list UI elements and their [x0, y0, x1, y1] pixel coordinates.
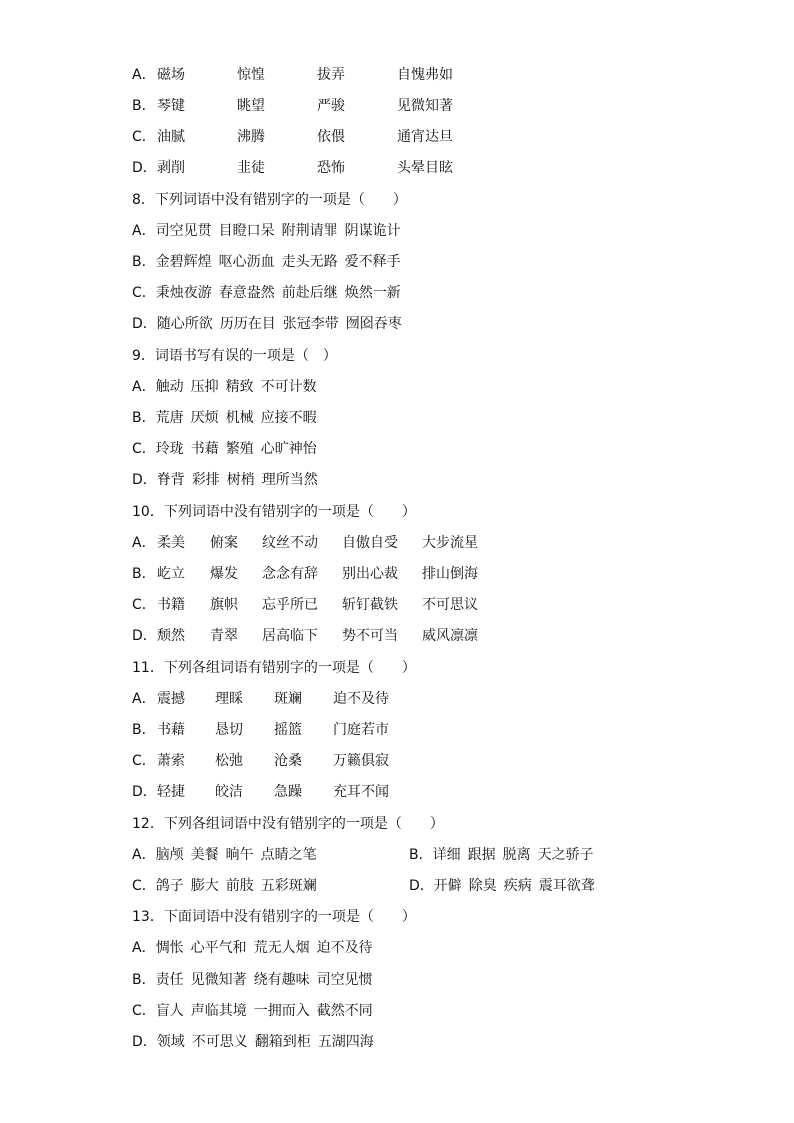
word: 不可计数 [260, 379, 317, 395]
word: 囫囵吞枣 [345, 316, 402, 332]
word: 心平气和 [190, 940, 247, 956]
q9-question: 9．词语书写有误的一项是（ ） [132, 348, 337, 364]
word: 惆怅 [155, 940, 184, 956]
word: 松弛 [215, 753, 243, 769]
q12-option-c [132, 876, 317, 896]
option-label: A． [132, 223, 156, 239]
word: 拔弄 [317, 67, 345, 83]
word: 青翠 [210, 628, 238, 644]
option-label: D． [409, 878, 434, 894]
option-label: B． [132, 410, 156, 426]
word: 脱离 [502, 847, 531, 863]
word: 恐怖 [317, 160, 345, 176]
word: 沸腾 [237, 129, 265, 145]
word: 剥削 [157, 160, 185, 176]
option-label: B． [132, 98, 156, 114]
word: 荒无人烟 [253, 940, 310, 956]
word: 头晕目眩 [397, 160, 453, 176]
word: 阴谋诡计 [344, 223, 401, 239]
word: 膨大 [190, 878, 219, 894]
word: 排山倒海 [422, 566, 478, 582]
word: 斩钉截铁 [342, 597, 398, 613]
option-label: B． [132, 722, 156, 738]
word: 书籍 [157, 597, 185, 613]
q12-question: 12．下列各组词语中没有错别字的一项是（ ） [132, 816, 444, 832]
word: 压抑 [190, 379, 219, 395]
option-label: D． [132, 1034, 157, 1050]
word: 不可思义 [191, 1034, 248, 1050]
word: 详细 [432, 847, 461, 863]
q12-option-b [409, 845, 594, 865]
word: 开僻 [433, 878, 462, 894]
option-label: B． [132, 254, 156, 270]
word: 随心所欲 [156, 316, 213, 332]
word: 机械 [225, 410, 254, 426]
option-label: D． [132, 628, 157, 644]
word: 前肢 [225, 878, 254, 894]
word: 屹立 [157, 566, 185, 582]
word: 严骏 [317, 98, 345, 114]
word: 绕有趣味 [253, 972, 310, 988]
word: 树梢 [226, 472, 255, 488]
word: 责任 [155, 972, 184, 988]
word: 自傲自受 [342, 535, 398, 551]
word: 繁殖 [225, 441, 254, 457]
word: 念念有辞 [262, 566, 318, 582]
word: 纹丝不动 [262, 535, 318, 551]
word: 忘乎所已 [262, 597, 318, 613]
q8-option-c [132, 283, 401, 303]
option-label: A． [132, 535, 156, 551]
word: 领域 [156, 1034, 185, 1050]
word: 焕然一新 [344, 285, 401, 301]
q9-option-c [132, 439, 317, 459]
option-label: A． [132, 67, 156, 83]
option-label: C． [132, 878, 156, 894]
word: 威风凛凛 [422, 628, 478, 644]
word: 不可思议 [422, 597, 478, 613]
option-label: C． [132, 129, 156, 145]
word: 天之骄子 [537, 847, 594, 863]
option-label: A． [132, 379, 156, 395]
word: 心旷神怡 [260, 441, 317, 457]
word: 秉烛夜游 [155, 285, 212, 301]
word: 五彩斑斓 [260, 878, 317, 894]
option-label: B． [409, 847, 433, 863]
word: 疾病 [503, 878, 532, 894]
q9-option-b [132, 408, 317, 428]
word: 截然不同 [316, 1003, 373, 1019]
word: 理睬 [215, 691, 243, 707]
word: 万籁俱寂 [333, 753, 389, 769]
word: 旗帜 [210, 597, 238, 613]
word: 迫不及待 [316, 940, 373, 956]
option-label: C． [132, 441, 156, 457]
word: 张冠李带 [282, 316, 339, 332]
option-label: C． [132, 753, 156, 769]
word: 鸽子 [155, 878, 184, 894]
q13-option-a [132, 938, 373, 958]
word: 跟据 [467, 847, 496, 863]
word: 震撼 [157, 691, 185, 707]
word: 前赴后继 [281, 285, 338, 301]
word: 理所当然 [261, 472, 318, 488]
word: 俯案 [210, 535, 238, 551]
q9-option-a [132, 377, 317, 397]
word: 见微知著 [190, 972, 247, 988]
word: 势不可当 [342, 628, 398, 644]
word: 轻捷 [157, 784, 185, 800]
word: 爆发 [210, 566, 238, 582]
word: 摇篮 [274, 722, 302, 738]
word: 斑斓 [274, 691, 302, 707]
word: 春意盎然 [218, 285, 275, 301]
option-label: C． [132, 1003, 156, 1019]
option-label: C． [132, 597, 156, 613]
word: 彩排 [191, 472, 220, 488]
option-label: B． [132, 566, 156, 582]
word: 触动 [155, 379, 184, 395]
option-label: D． [132, 316, 157, 332]
word: 韭徒 [237, 160, 265, 176]
word: 除臭 [468, 878, 497, 894]
word: 呕心沥血 [218, 254, 275, 270]
option-label: D． [132, 472, 157, 488]
word: 荒唐 [155, 410, 184, 426]
q10-question: 10．下列词语中没有错别字的一项是（ ） [132, 504, 416, 520]
q13-question: 13．下面词语中没有错别字的一项是（ ） [132, 909, 416, 925]
word: 琴键 [157, 98, 185, 114]
word: 书藉 [190, 441, 219, 457]
word: 皎洁 [215, 784, 243, 800]
option-label: A． [132, 847, 156, 863]
word: 精致 [225, 379, 254, 395]
word: 眺望 [237, 98, 265, 114]
word: 五湖四海 [317, 1034, 374, 1050]
word: 依偎 [317, 129, 345, 145]
option-label: B． [132, 972, 156, 988]
word: 脑颅 [155, 847, 184, 863]
q9-option-d [132, 470, 318, 490]
word: 司空见惯 [316, 972, 373, 988]
q12-option-d [409, 876, 595, 896]
word: 金碧辉煌 [155, 254, 212, 270]
word: 居高临下 [262, 628, 318, 644]
word: 磁场 [157, 67, 185, 83]
q8-option-b [132, 252, 401, 272]
word: 翻箱到柜 [254, 1034, 311, 1050]
word: 迫不及待 [333, 691, 389, 707]
q13-option-d [132, 1032, 374, 1052]
word: 自愧弗如 [397, 67, 453, 83]
word: 沧桑 [274, 753, 302, 769]
word: 惊惶 [237, 67, 265, 83]
word: 一拥而入 [253, 1003, 310, 1019]
q11-question: 11．下列各组词语有错别字的一项是（ ） [132, 660, 416, 676]
word: 书藉 [157, 722, 185, 738]
word: 爱不释手 [344, 254, 401, 270]
word: 恳切 [215, 722, 243, 738]
word: 走头无路 [281, 254, 338, 270]
word: 颓然 [157, 628, 185, 644]
word: 点睛之笔 [260, 847, 317, 863]
word: 目瞪口呆 [218, 223, 275, 239]
word: 应接不暇 [260, 410, 317, 426]
word: 大步流星 [422, 535, 478, 551]
word: 晌午 [225, 847, 254, 863]
q8-option-a [132, 221, 401, 241]
q12-option-a [132, 845, 317, 865]
word: 司空见贯 [155, 223, 212, 239]
word: 柔美 [157, 535, 185, 551]
word: 玲珑 [155, 441, 184, 457]
word: 盲人 [155, 1003, 184, 1019]
word: 震耳欲聋 [538, 878, 595, 894]
word: 通宵达旦 [397, 129, 453, 145]
option-label: A． [132, 691, 156, 707]
word: 附荆请罪 [281, 223, 338, 239]
option-label: D． [132, 784, 157, 800]
option-label: A． [132, 940, 156, 956]
word: 脊背 [156, 472, 185, 488]
option-label: C． [132, 285, 156, 301]
word: 别出心裁 [342, 566, 398, 582]
word: 急躁 [274, 784, 302, 800]
option-label: D． [132, 160, 157, 176]
word: 声临其境 [190, 1003, 247, 1019]
word: 油腻 [157, 129, 185, 145]
word: 萧索 [157, 753, 185, 769]
word: 美餐 [190, 847, 219, 863]
word: 充耳不闻 [333, 784, 389, 800]
q8-option-d [132, 314, 402, 334]
word: 见微知著 [397, 98, 453, 114]
word: 门庭若市 [333, 722, 389, 738]
q13-option-b [132, 970, 373, 990]
q13-option-c [132, 1001, 373, 1021]
word: 厌烦 [190, 410, 219, 426]
word: 历历在目 [219, 316, 276, 332]
q8-question: 8．下列词语中没有错别字的一项是（ ） [132, 192, 407, 208]
